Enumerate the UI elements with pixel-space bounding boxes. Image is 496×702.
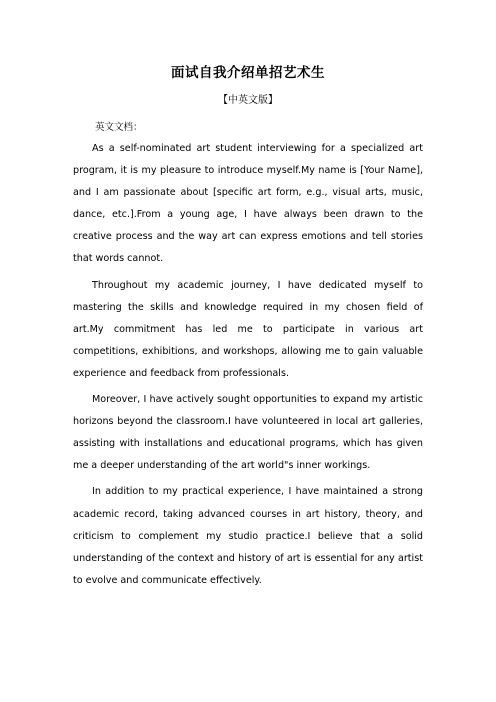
edition-label: 【中英文版】 — [218, 95, 278, 106]
document-body — [73, 138, 423, 596]
section-label: 英文文档： — [95, 122, 143, 133]
document-title: 面试自我介绍单招艺术生 — [171, 65, 325, 81]
paragraph: As a self-nominated art student interviewing for a specialized art program, it is my pleasure to introduce myself.My name is [Your Name], and I am passionate about [specific art form, e.g., visual arts, music, dance, etc.].From a young age, I have always been drawn to the creative process and the way art can express emotions and tell stories that words cannot. — [73, 143, 423, 265]
paragraph: In addition to my practical experience, I have maintained a strong academic record, taking advanced courses in art history, theory, and criticism to complement my studio practice.I believe that a solid understanding of the context and history of art is essential for any artist to evolve and communicate effectively. — [73, 486, 423, 586]
paragraph: Throughout my academic journey, I have dedicated myself to mastering the skills and knowledge required in my chosen field of art.My commitment has led me to participate in various art competitions, exhibitions, and workshops, allowing me to gain valuable experience and feedback from professionals. — [73, 279, 423, 379]
paragraph: Moreover, I have actively sought opportunities to expand my artistic horizons beyond the classroom.I have volunteered in local art galleries, assisting with installations and educational programs, which has given me a deeper understanding of the art world"s inner workings. — [73, 394, 423, 472]
